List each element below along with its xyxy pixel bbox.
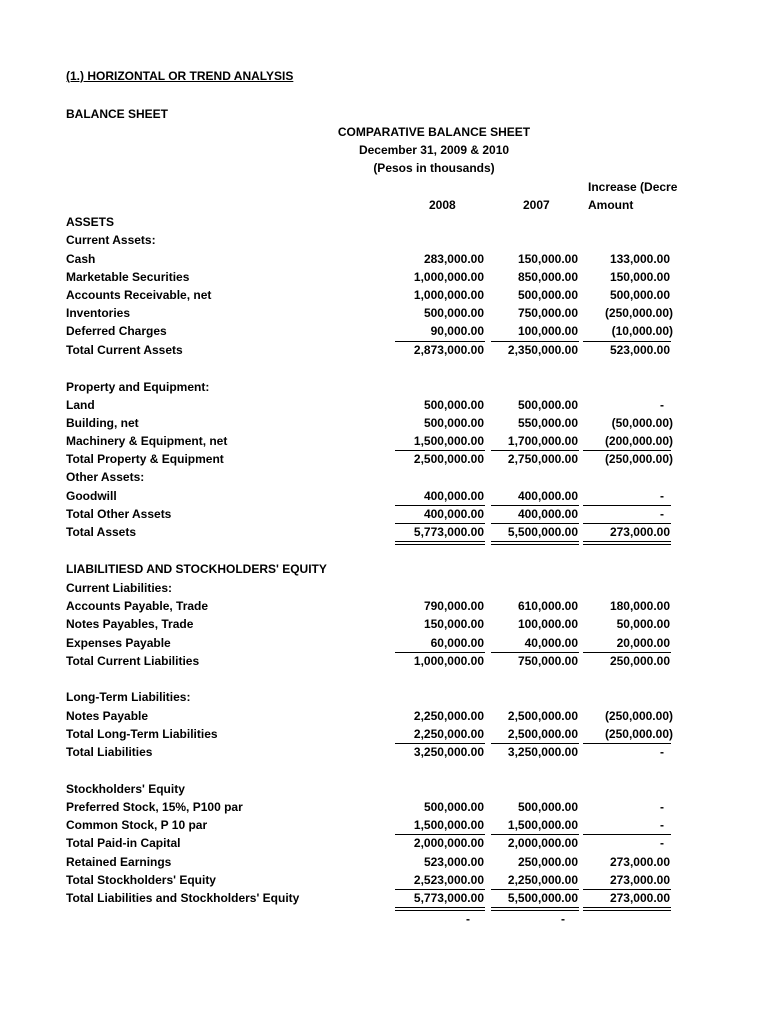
value-2008: 1,500,000.00 [413,434,484,448]
row-label: Current Assets: [66,233,156,247]
subtotal-line [583,652,671,653]
change-amount: (50,000.00) [611,416,673,430]
value-2008: 283,000.00 [423,252,484,266]
row-label: Land [66,398,95,412]
value-2007: 400,000.00 [517,507,578,521]
value-2007: 2,500,000.00 [507,727,578,741]
subtotal-line [395,523,485,524]
change-amount: 150,000.00 [609,270,670,284]
value-2007: 2,750,000.00 [507,452,578,466]
value-2007: 40,000.00 [524,636,578,650]
subtotal-line [491,889,579,890]
change-amount: 20,000.00 [616,636,670,650]
row-label: Long-Term Liabilities: [66,690,191,704]
row-label: Total Assets [66,525,137,539]
change-amount: - [660,507,664,521]
value-2008: 2,500,000.00 [413,452,484,466]
subtotal-line [395,834,485,835]
subtotal-line [583,505,671,506]
value-2007: 2,000,000.00 [507,836,578,850]
value-2007: 610,000.00 [517,599,578,613]
total-double-line [491,541,579,545]
value-2007: 400,000.00 [517,489,578,503]
value-2008: 500,000.00 [423,306,484,320]
subtotal-line [395,652,485,653]
row-label: ASSETS [66,215,115,229]
row-label: Total Stockholders' Equity [66,873,216,887]
value-2007: 500,000.00 [517,800,578,814]
change-amount: 273,000.00 [609,525,670,539]
subtotal-line [583,889,671,890]
subtotal-line [583,341,671,342]
row-label: Total Long-Term Liabilities [66,727,218,741]
change-amount: - [660,800,664,814]
value-2008: 150,000.00 [423,617,484,631]
subtotal-line [491,652,579,653]
change-amount: 273,000.00 [609,891,670,905]
value-2008: 2,250,000.00 [413,709,484,723]
row-label: Common Stock, P 10 par [66,818,208,832]
page-heading: (1.) HORIZONTAL OR TREND ANALYSIS [66,69,294,83]
row-label: Current Liabilities: [66,581,173,595]
value-2008: 3,250,000.00 [413,745,484,759]
report-units: (Pesos in thousands) [373,161,495,175]
change-amount: (250,000.00) [604,709,673,723]
value-2007: 550,000.00 [517,416,578,430]
value-2008: 400,000.00 [423,489,484,503]
change-amount: - [660,398,664,412]
change-amount: - [660,745,664,759]
row-label: Total Current Assets [66,343,183,357]
subtotal-line [491,743,579,744]
value-2007: 500,000.00 [517,288,578,302]
row-label: Building, net [66,416,139,430]
row-label: Inventories [66,306,131,320]
value-2008: 5,773,000.00 [413,525,484,539]
value-2008: 5,773,000.00 [413,891,484,905]
value-2007: 100,000.00 [517,324,578,338]
subtotal-line [491,834,579,835]
total-double-line [491,907,579,911]
subtotal-line [395,505,485,506]
value-2008: 90,000.00 [430,324,484,338]
subtotal-line [491,450,579,451]
value-2007: 5,500,000.00 [507,525,578,539]
value-2008: 2,000,000.00 [413,836,484,850]
row-label: Accounts Receivable, net [66,288,212,302]
row-label: Notes Payables, Trade [66,617,194,631]
change-amount: - [660,489,664,503]
value-2007: 2,250,000.00 [507,873,578,887]
value-2008: 523,000.00 [423,855,484,869]
row-label: Total Other Assets [66,507,172,521]
value-2008: 2,523,000.00 [413,873,484,887]
change-amount: 273,000.00 [609,873,670,887]
row-label: Marketable Securities [66,270,190,284]
change-amount: - [660,818,664,832]
value-2007: 250,000.00 [517,855,578,869]
change-amount: 50,000.00 [616,617,670,631]
subtotal-line [491,341,579,342]
subtotal-line [583,834,671,835]
row-label: Total Liabilities and Stockholders' Equity [66,891,300,905]
change-amount: - [660,836,664,850]
value-2008: 1,000,000.00 [413,270,484,284]
row-label: Total Property & Equipment [66,452,224,466]
value-2008: 2,250,000.00 [413,727,484,741]
change-amount: (250,000.00) [604,306,673,320]
footer-mark: - [466,912,470,926]
section-heading: BALANCE SHEET [66,107,169,121]
row-label: Deferred Charges [66,324,167,338]
change-amount: (250,000.00) [604,727,673,741]
value-2007: 5,500,000.00 [507,891,578,905]
value-2008: 500,000.00 [423,800,484,814]
value-2007: 100,000.00 [517,617,578,631]
row-label: Total Liabilities [66,745,153,759]
subtotal-line [395,341,485,342]
change-amount: (200,000.00) [604,434,673,448]
value-2008: 790,000.00 [423,599,484,613]
change-amount: 500,000.00 [609,288,670,302]
value-2007: 2,500,000.00 [507,709,578,723]
row-label: Property and Equipment: [66,380,210,394]
row-label: Total Current Liabilities [66,654,200,668]
row-label: Other Assets: [66,470,145,484]
col-header-2007: 2007 [523,198,550,212]
total-double-line [583,907,671,911]
value-2008: 500,000.00 [423,398,484,412]
row-label: Goodwill [66,489,117,503]
value-2008: 2,873,000.00 [413,343,484,357]
change-amount: 523,000.00 [609,343,670,357]
value-2008: 1,500,000.00 [413,818,484,832]
change-amount: 273,000.00 [609,855,670,869]
subtotal-line [491,523,579,524]
subtotal-line [583,743,671,744]
row-label: Total Paid-in Capital [66,836,181,850]
value-2007: 1,700,000.00 [507,434,578,448]
value-2007: 150,000.00 [517,252,578,266]
total-double-line [395,541,485,545]
change-amount: 180,000.00 [609,599,670,613]
report-title: COMPARATIVE BALANCE SHEET [337,125,531,139]
value-2007: 2,350,000.00 [507,343,578,357]
amount-column-header: Amount [588,198,634,212]
row-label: Cash [66,252,96,266]
change-amount: (250,000.00) [604,452,673,466]
subtotal-line [491,505,579,506]
value-2008: 1,000,000.00 [413,654,484,668]
change-amount: (10,000.00) [611,324,673,338]
subtotal-line [583,523,671,524]
total-double-line [395,907,485,911]
footer-mark: - [561,912,565,926]
change-amount: 133,000.00 [609,252,670,266]
row-label: Accounts Payable, Trade [66,599,209,613]
value-2007: 850,000.00 [517,270,578,284]
value-2007: 500,000.00 [517,398,578,412]
subtotal-line [395,743,485,744]
report-date: December 31, 2009 & 2010 [358,143,510,157]
value-2007: 1,500,000.00 [507,818,578,832]
subtotal-line [395,889,485,890]
subtotal-line [395,450,485,451]
change-column-header: Increase (Decre [588,180,678,194]
row-label: Preferred Stock, 15%, P100 par [66,800,243,814]
value-2008: 500,000.00 [423,416,484,430]
row-label: LIABILITIESD AND STOCKHOLDERS' EQUITY [66,562,327,576]
col-header-2008: 2008 [429,198,456,212]
row-label: Stockholders' Equity [66,782,185,796]
value-2007: 750,000.00 [517,306,578,320]
subtotal-line [583,450,671,451]
total-double-line [583,541,671,545]
value-2007: 750,000.00 [517,654,578,668]
value-2008: 1,000,000.00 [413,288,484,302]
value-2008: 400,000.00 [423,507,484,521]
row-label: Expenses Payable [66,636,171,650]
change-amount: 250,000.00 [609,654,670,668]
row-label: Machinery & Equipment, net [66,434,228,448]
value-2008: 60,000.00 [430,636,484,650]
value-2007: 3,250,000.00 [507,745,578,759]
row-label: Notes Payable [66,709,149,723]
row-label: Retained Earnings [66,855,172,869]
